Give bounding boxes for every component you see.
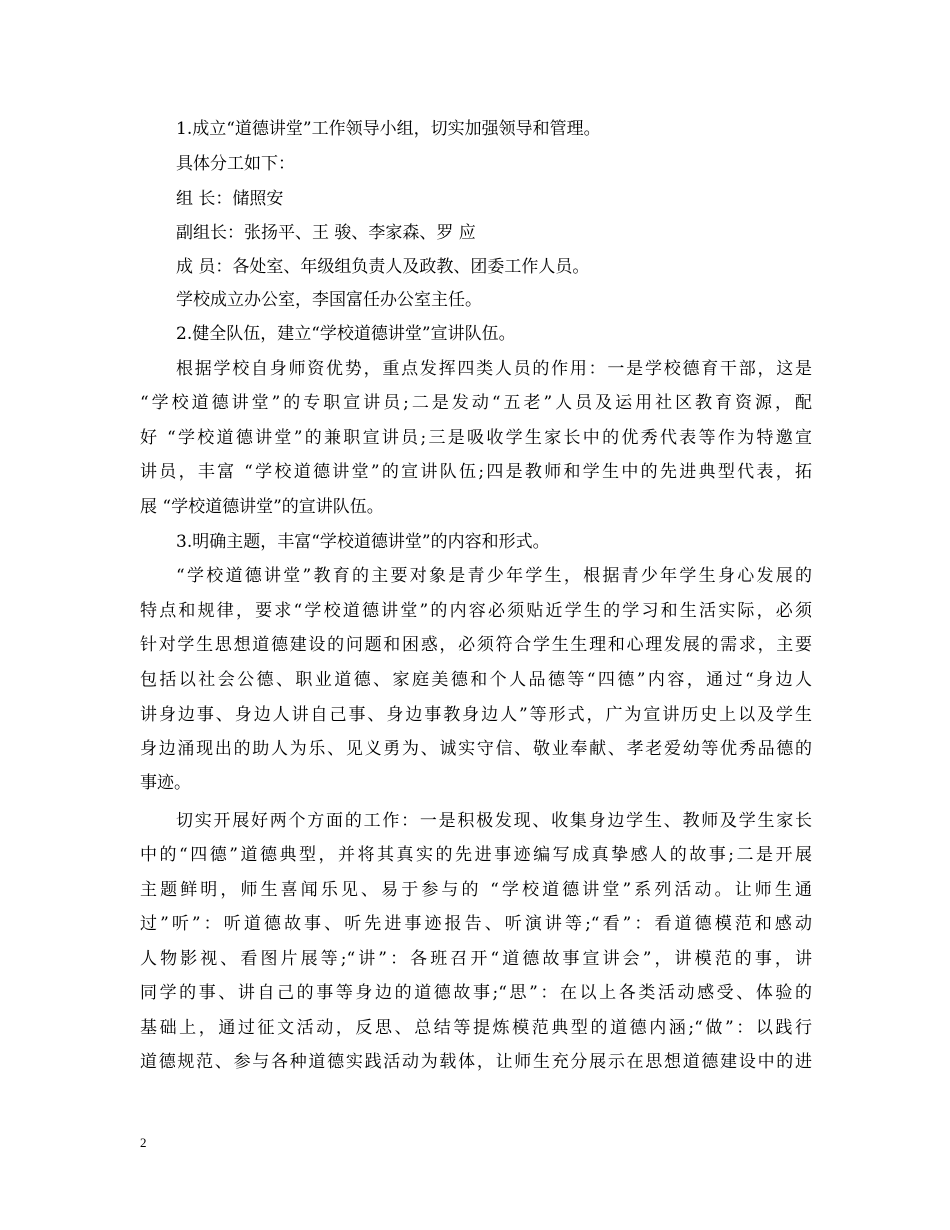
text-line: 成 员：各处室、年级组负责人及政教、团委工作人员。 [176,257,590,277]
heading-1: 1.成立“道德讲堂”工作领导小组，切实加强领导和管理。 [176,119,601,139]
paragraph-line: 切实开展好两个方面的工作：一是积极发现、收集身边学生、教师及学生家长 [176,811,812,831]
text-line: 具体分工如下： [176,154,295,174]
heading-3: 3.明确主题，丰富“学校道德讲堂”的内容和形式。 [176,532,550,552]
text-line: 学校成立办公室，李国富任办公室主任。 [176,290,482,310]
paragraph-line: 过”听”：听道德故事、听先进事迹报告、听演讲等;“看”：看道德模范和感动 [140,914,812,934]
paragraph-line: 根据学校自身师资优势，重点发挥四类人员的作用：一是学校德育干部，这是 [176,359,812,379]
paragraph-line: 道德规范、参与各种道德实践活动为载体，让师生充分展示在思想道德建设中的进 [140,1052,812,1072]
paragraph-line: “学校道德讲堂”教育的主要对象是青少年学生，根据青少年学生身心发展的 [176,566,812,586]
paragraph-line: 身边涌现出的助人为乐、见义勇为、诚实守信、敬业奉献、孝老爱幼等优秀品德的 [140,739,812,759]
text-line: 副组长：张扬平、王 骏、李家森、罗 应 [176,223,476,243]
paragraph-line: 人物影视、看图片展等;“讲”：各班召开“道德故事宣讲会”，讲模范的事，讲 [140,949,812,969]
paragraph-line: 讲身边事、身边人讲自己事、身边事教身边人”等形式，广为宣讲历史上以及学生 [140,705,812,725]
page-number: 2 [140,1135,147,1150]
paragraph-line: 包括以社会公德、职业道德、家庭美德和个人品德等“四德”内容，通过“身边人 [140,670,812,690]
heading-2: 2.健全队伍，建立“学校道德讲堂”宣讲队伍。 [176,324,516,344]
paragraph-line: 展 “学校道德讲堂”的宣讲队伍。 [140,497,384,517]
paragraph-line: 同学的事、讲自己的事等身边的道德故事;“思”：在以上各类活动感受、体验的 [140,983,812,1003]
paragraph-line: 针对学生思想道德建设的问题和困惑，必须符合学生生理和心理发展的需求，主要 [140,635,812,655]
paragraph-line: “学校道德讲堂”的专职宣讲员;二是发动“五老”人员及运用社区教育资源，配 [140,393,812,413]
paragraph-line: 特点和规律，要求“学校道德讲堂”的内容必须贴近学生的学习和生活实际，必须 [140,601,812,621]
text-line: 组 长：储照安 [176,189,284,209]
paragraph-line: 讲员，丰富 “学校道德讲堂”的宣讲队伍;四是教师和学生中的先进典型代表，拓 [140,462,812,482]
paragraph-line: 好 “学校道德讲堂”的兼职宣讲员;三是吸收学生家长中的优秀代表等作为特邀宣 [140,428,812,448]
paragraph-line: 中的“四德”道德典型，并将其真实的先进事迹编写成真挚感人的故事;二是开展 [140,845,812,865]
paragraph-line: 基础上，通过征文活动，反思、总结等提炼模范典型的道德内涵;“做”：以践行 [140,1018,812,1038]
paragraph-line: 主题鲜明，师生喜闻乐见、易于参与的 “学校道德讲堂”系列活动。让师生通 [140,880,812,900]
paragraph-line: 事迹。 [140,773,191,793]
